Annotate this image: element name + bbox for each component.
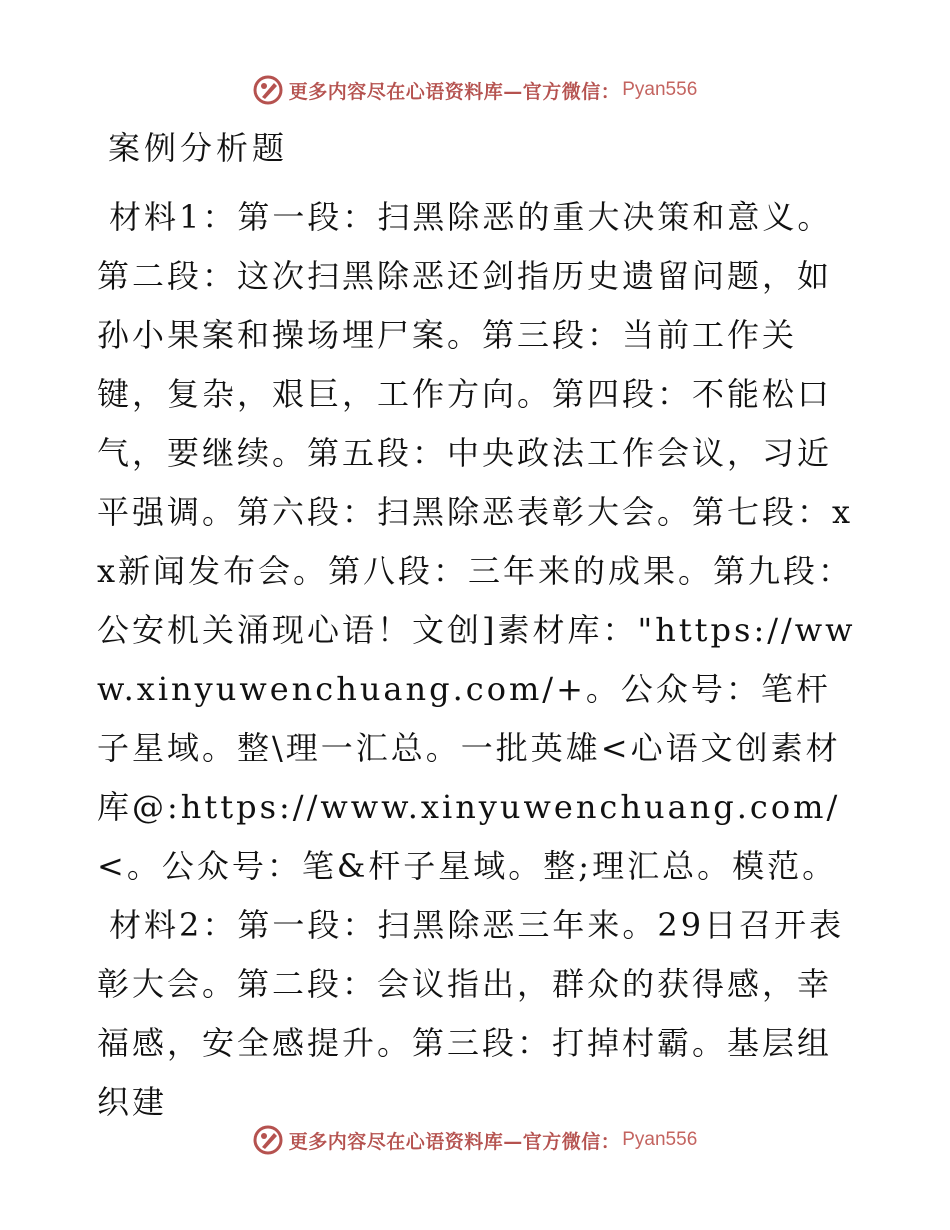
paragraph-material-1: 材料1：第一段：扫黑除恶的重大决策和意义。第二段：这次扫黑除恶还剑指历史遗留问题，如孙小果案和操场埋尸案。第三段：当前工作关键，复杂，艰巨，工作方向。第四段：不能松口气，要继续。第五段：中央政法工作会议，习近平强调。第六段：扫黑除恶表彰大会。第七段：xx新闻发布会。第八段：三年来的成果。第九段：公安机关涌现心语！文创]素材库："https://www.xinyuwenchuang.com/+。公众号：笔杆子星域。整\理一汇总。一批英雄<心语文创素材库@:https://www.xinyuwenchuang.com/<。公众号：笔&杆子星域。整;理汇总。模范。 [97,198,856,885]
pen-logo-icon [253,75,283,105]
banner-text: 更多内容尽在心语资料库—官方微信： [288,1130,621,1153]
document-title: 案例分析题 [108,129,289,167]
header-banner [0,72,950,108]
banner-wechat-id: Pyan556 [622,79,698,100]
footer-banner [0,1122,950,1158]
paragraph-material-2: 材料2：第一段：扫黑除恶三年来。29日召开表彰大会。第二段：会议指出，群众的获得感，幸福感，安全感提升。第三段：打掉村霸。基层组织建 [97,906,845,1121]
banner-wechat-id: Pyan556 [622,1129,698,1150]
pen-logo-icon [253,1125,283,1155]
banner-text: 更多内容尽在心语资料库—官方微信： [288,80,621,103]
